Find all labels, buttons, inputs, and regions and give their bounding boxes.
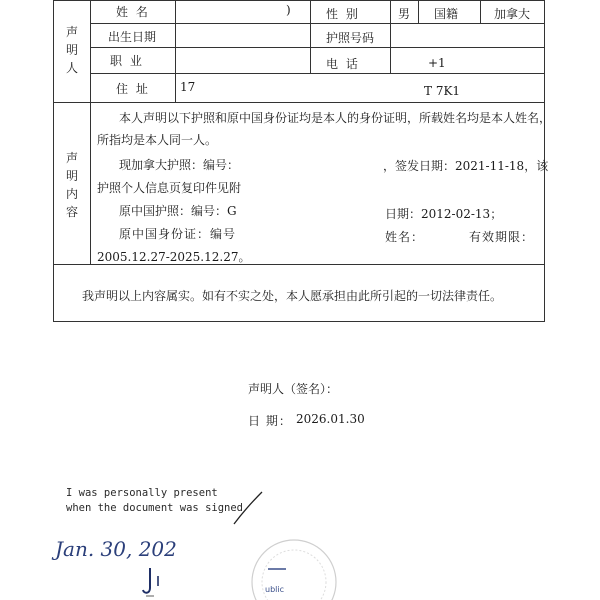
dob-label: 出生日期 [108,30,157,44]
passport-no-label: 护照号码 [326,31,375,45]
content-line: 2005.12.27-2025.12.27。 [97,250,251,264]
content-line: 现加拿大护照：编号： [119,158,240,172]
address-label: 住 址 [116,82,150,96]
phone-value: +1 [428,56,446,70]
redacted-occupation [178,48,308,72]
redacted-passport-no [392,24,537,46]
signer-label: 声明人（签名）： [248,382,339,396]
nationality-value: 加拿大 [494,7,531,21]
gender-label: 性 别 [326,7,360,21]
nationality-label: 国籍 [434,7,459,21]
declarant-label-char: 明 [65,43,78,57]
signature-initial-icon [140,562,180,600]
notary-line-1: I was personally present [66,487,218,499]
content-line: 本人声明以下护照和原中国身份证均是本人的身份证明，所载姓名均是本人姓名， [119,111,552,125]
content-line: 日期：2012-02-13； [385,207,503,221]
content-line: 护照个人信息页复印件见附 [97,181,242,195]
address-value-start: 17 [180,80,196,94]
occupation-label: 职 业 [110,54,144,68]
date-value: 2026.01.30 [296,412,365,426]
content-label-char: 容 [65,205,78,219]
date-label: 日 期： [248,414,292,428]
gender-value: 男 [398,7,411,21]
declarant-label-char: 人 [65,61,78,75]
redacted-dob [178,24,308,46]
content-line: 有效期限： [469,230,535,244]
notary-seal-icon [248,522,338,600]
handwritten-date: Jan. 30, 202 [55,537,177,561]
notary-stamp-text: ublic [265,585,284,594]
content-line: 原中国护照：编号：G [119,204,237,218]
affirmation-text: 我声明以上内容属实。如有不实之处，本人愿承担由此所引起的一切法律责任。 [82,289,503,303]
content-label-char: 内 [65,187,78,201]
content-line: 姓名： [385,230,425,244]
declarant-label-char: 声 [65,25,78,39]
content-line: 所指均是本人同一人。 [97,133,218,147]
content-line: ，签发日期：2021-11-18，该 [383,159,549,173]
content-line: 原中国身份证：编号 [119,227,237,241]
name-label: 姓 名 [116,5,150,19]
redacted-name [178,1,286,22]
name-value: ) [286,3,291,17]
phone-label: 电 话 [326,57,360,71]
content-label-char: 明 [65,169,78,183]
notary-line-2: when the document was signed [66,502,244,514]
address-value-end: T 7K1 [424,84,461,98]
content-label-char: 声 [65,151,78,165]
